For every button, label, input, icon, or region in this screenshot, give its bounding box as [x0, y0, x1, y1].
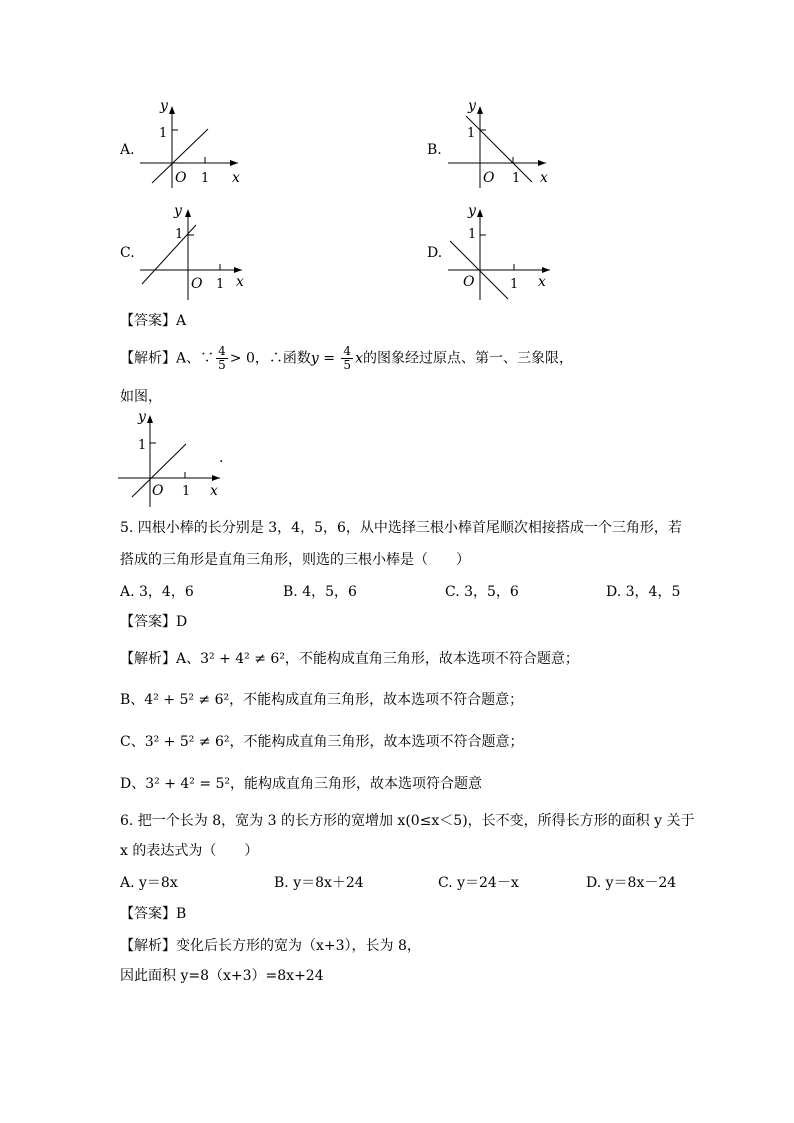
x-axis-arrow [230, 160, 238, 166]
x-label: x [540, 170, 548, 186]
origin-label: O [175, 170, 187, 186]
one-y-label: 1 [138, 438, 147, 453]
function-line [466, 116, 532, 182]
one-x-label: 1 [216, 277, 225, 292]
analysis-x: x [355, 350, 363, 367]
one-y-label: 1 [159, 126, 168, 141]
q5-answer: 【答案】D [120, 614, 188, 630]
option-d-label: D. [427, 245, 443, 261]
q6-answer: 【答案】B [120, 906, 187, 922]
q5-stem-line-2: 搭成的三角形是直角三角形，则选的三根小棒是（ ） [120, 552, 470, 568]
q4-analysis [120, 345, 573, 372]
origin-label: O [463, 274, 475, 290]
y-axis-arrow [185, 209, 191, 217]
q6-option-b: B. y＝8x＋24 [274, 875, 364, 891]
y-axis-arrow [477, 209, 483, 217]
q6-analysis-line-2: 因此面积 y=8（x+3）=8x+24 [120, 968, 324, 984]
one-x-label: 1 [510, 277, 519, 292]
x-axis-arrow [234, 267, 242, 273]
fraction-numerator: 4 [343, 344, 352, 358]
y-label: y [160, 100, 168, 114]
analysis-text-2: > 0，∴函数 [229, 350, 311, 367]
q5-option-a: A. 3，4，6 [120, 584, 194, 600]
fraction-4-5-b [341, 345, 353, 372]
x-label: x [538, 274, 546, 290]
graph-a [138, 100, 248, 190]
x-label: x [232, 170, 240, 186]
graph-c [138, 203, 250, 303]
q5-option-d: D. 3，4，5 [606, 584, 681, 600]
x-axis-arrow [212, 475, 220, 481]
one-y-label: 1 [468, 227, 477, 242]
q5-analysis-c: C、3² + 5² ≠ 6²，不能构成直角三角形，故本选项不符合题意； [120, 734, 524, 750]
q6-analysis-line-1: 【解析】变化后长方形的宽为（x+3），长为 8， [120, 938, 421, 954]
one-y-label: 1 [175, 227, 184, 242]
y-label: y [174, 203, 182, 219]
x-axis-arrow [542, 267, 550, 273]
q6-stem-line-2: x 的表达式为（ ） [120, 843, 259, 859]
q6-option-c: C. y＝24－x [438, 875, 519, 891]
option-a-label: A. [120, 142, 135, 158]
origin-label: O [191, 276, 203, 292]
analysis-y: y [310, 350, 319, 367]
analysis-label: 【解析】 [120, 350, 176, 367]
q4-analysis-figure-intro: 如图， [120, 389, 162, 405]
q5-option-b: B. 4，5，6 [283, 584, 357, 600]
origin-label: O [152, 483, 164, 499]
origin-label: O [483, 170, 495, 186]
y-axis-arrow [169, 106, 175, 114]
analysis-text-1: A、∵ [176, 350, 215, 367]
one-x-label: 1 [182, 484, 191, 499]
q6-stem-line-1: 6. 把一个长为 8，宽为 3 的长方形的宽增加 x(0≤x＜5)，长不变，所得长方形的面积 y 关于 [120, 813, 695, 829]
q5-analysis-a: 【解析】A、3² + 4² ≠ 6²，不能构成直角三角形，故本选项不符合题意； [120, 651, 579, 667]
q5-stem-line-1: 5. 四根小棒的长分别是 3，4，5，6，从中选择三根小棒首尾顺次相接搭成一个三角形，若 [120, 520, 682, 536]
fraction-denominator: 5 [343, 358, 352, 372]
q5-analysis-b: B、4² + 5² ≠ 6²，不能构成直角三角形，故本选项不符合题意； [120, 692, 524, 708]
fraction-numerator: 4 [218, 344, 226, 358]
one-x-label: 1 [201, 171, 210, 186]
option-b-label: B. [427, 142, 442, 158]
y-axis-arrow [477, 106, 483, 114]
fraction-denominator: 5 [218, 358, 226, 372]
x-label: x [236, 274, 244, 290]
y-axis-arrow [147, 415, 153, 423]
one-y-label: 1 [467, 126, 476, 141]
one-x-label: 1 [512, 171, 521, 186]
y-label: y [138, 409, 146, 425]
graph-b [446, 100, 556, 190]
fraction-4-5 [216, 345, 228, 372]
y-label: y [468, 203, 476, 219]
option-c-label: C. [120, 245, 135, 261]
analysis-text-3: 的图象经过原点、第一、三象限， [362, 350, 573, 367]
graph-d [446, 203, 558, 303]
solution-graph [116, 409, 236, 509]
analysis-eq: = [318, 350, 340, 367]
q5-option-c: C. 3，5，6 [445, 584, 519, 600]
q5-analysis-d: D、3² + 4² = 5²，能构成直角三角形，故本选项符合题意 [120, 776, 483, 792]
y-label: y [468, 100, 476, 114]
q6-option-d: D. y＝8x－24 [586, 875, 677, 891]
x-label: x [210, 483, 218, 499]
q4-answer: 【答案】A [120, 313, 187, 329]
x-axis-arrow [538, 160, 546, 166]
period-mark: . [219, 450, 224, 466]
q6-option-a: A. y＝8x [120, 875, 178, 891]
